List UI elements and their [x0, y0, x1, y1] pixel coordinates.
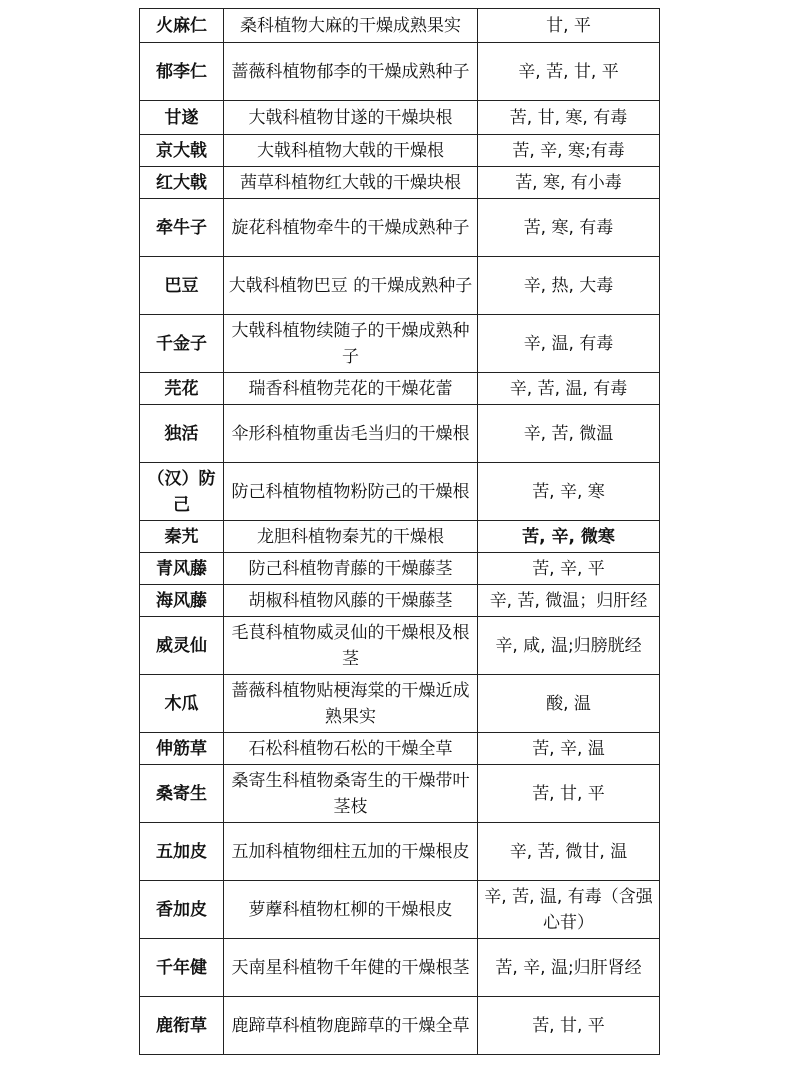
herb-source-cell: 毛茛科植物威灵仙的干燥根及根茎	[224, 617, 478, 675]
table-row	[140, 585, 660, 617]
herb-property-cell: 苦, 寒, 有小毒	[478, 167, 660, 199]
herb-source-cell: 桑科植物大麻的干燥成熟果实	[224, 9, 478, 43]
herb-table	[139, 8, 660, 1055]
herb-source-cell: 鹿蹄草科植物鹿蹄草的干燥全草	[224, 997, 478, 1055]
herb-source-cell: 蔷薇科植物贴梗海棠的干燥近成熟果实	[224, 675, 478, 733]
herb-source-cell: 桑寄生科植物桑寄生的干燥带叶茎枝	[224, 765, 478, 823]
herb-name-cell: 火麻仁	[140, 9, 224, 43]
herb-property-cell: 苦, 甘, 寒, 有毒	[478, 101, 660, 135]
herb-property-cell: 辛, 苦, 微温；归肝经	[478, 585, 660, 617]
table-row	[140, 521, 660, 553]
herb-name-cell: 鹿衔草	[140, 997, 224, 1055]
herb-property-cell: 辛, 苦, 温, 有毒（含强心苷）	[478, 881, 660, 939]
table-row	[140, 167, 660, 199]
table-row	[140, 823, 660, 881]
herb-property-cell: 苦, 辛, 温	[478, 733, 660, 765]
herb-name-cell: 威灵仙	[140, 617, 224, 675]
herb-source-cell: 天南星科植物千年健的干燥根茎	[224, 939, 478, 997]
herb-name-cell: （汉）防己	[140, 463, 224, 521]
herb-name-cell: 海风藤	[140, 585, 224, 617]
table-row	[140, 733, 660, 765]
herb-name-cell: 秦艽	[140, 521, 224, 553]
herb-source-cell: 防己科植物青藤的干燥藤茎	[224, 553, 478, 585]
table-row	[140, 405, 660, 463]
table-row	[140, 939, 660, 997]
table-row	[140, 463, 660, 521]
herb-property-cell: 酸, 温	[478, 675, 660, 733]
table-row	[140, 101, 660, 135]
herb-source-cell: 石松科植物石松的干燥全草	[224, 733, 478, 765]
herb-property-cell: 苦, 甘, 平	[478, 765, 660, 823]
herb-name-cell: 牵牛子	[140, 199, 224, 257]
herb-property-cell: 辛, 咸, 温;归膀胱经	[478, 617, 660, 675]
herb-name-cell: 香加皮	[140, 881, 224, 939]
herb-source-cell: 大戟科植物巴豆 的干燥成熟种子	[224, 257, 478, 315]
herb-property-cell: 辛, 苦, 微温	[478, 405, 660, 463]
herb-name-cell: 五加皮	[140, 823, 224, 881]
herb-property-cell: 辛, 热, 大毒	[478, 257, 660, 315]
table-row	[140, 373, 660, 405]
herb-name-cell: 郁李仁	[140, 43, 224, 101]
herb-name-cell: 甘遂	[140, 101, 224, 135]
herb-source-cell: 萝藦科植物杠柳的干燥根皮	[224, 881, 478, 939]
herb-name-cell: 木瓜	[140, 675, 224, 733]
herb-property-cell: 苦, 甘, 平	[478, 997, 660, 1055]
herb-source-cell: 伞形科植物重齿毛当归的干燥根	[224, 405, 478, 463]
herb-property-cell: 辛, 温, 有毒	[478, 315, 660, 373]
table-row	[140, 257, 660, 315]
herb-name-cell: 红大戟	[140, 167, 224, 199]
herb-property-cell: 苦, 辛, 平	[478, 553, 660, 585]
herb-property-cell: 辛, 苦, 甘, 平	[478, 43, 660, 101]
herb-source-cell: 大戟科植物续随子的干燥成熟种子	[224, 315, 478, 373]
herb-property-cell: 苦, 寒, 有毒	[478, 199, 660, 257]
herb-property-cell: 辛, 苦, 微甘, 温	[478, 823, 660, 881]
herb-name-cell: 伸筋草	[140, 733, 224, 765]
table-row	[140, 675, 660, 733]
table-row	[140, 9, 660, 43]
table-row	[140, 43, 660, 101]
herb-source-cell: 大戟科植物大戟的干燥根	[224, 135, 478, 167]
herb-source-cell: 大戟科植物甘遂的干燥块根	[224, 101, 478, 135]
herb-name-cell: 千金子	[140, 315, 224, 373]
herb-name-cell: 独活	[140, 405, 224, 463]
herb-property-cell: 苦, 辛, 寒	[478, 463, 660, 521]
herb-name-cell: 芫花	[140, 373, 224, 405]
herb-source-cell: 胡椒科植物风藤的干燥藤茎	[224, 585, 478, 617]
herb-source-cell: 旋花科植物牵牛的干燥成熟种子	[224, 199, 478, 257]
herb-name-cell: 京大戟	[140, 135, 224, 167]
herb-property-cell: 苦, 辛, 微寒	[478, 521, 660, 553]
table-row	[140, 553, 660, 585]
herb-source-cell: 茜草科植物红大戟的干燥块根	[224, 167, 478, 199]
herb-name-cell: 巴豆	[140, 257, 224, 315]
herb-name-cell: 青风藤	[140, 553, 224, 585]
herb-source-cell: 蔷薇科植物郁李的干燥成熟种子	[224, 43, 478, 101]
table-row	[140, 881, 660, 939]
herb-name-cell: 千年健	[140, 939, 224, 997]
herb-table-body	[140, 9, 660, 1055]
herb-source-cell: 龙胆科植物秦艽的干燥根	[224, 521, 478, 553]
table-row	[140, 315, 660, 373]
table-row	[140, 617, 660, 675]
herb-source-cell: 五加科植物细柱五加的干燥根皮	[224, 823, 478, 881]
table-row	[140, 997, 660, 1055]
table-row	[140, 199, 660, 257]
herb-property-cell: 辛, 苦, 温, 有毒	[478, 373, 660, 405]
herb-property-cell: 甘, 平	[478, 9, 660, 43]
herb-source-cell: 瑞香科植物芫花的干燥花蕾	[224, 373, 478, 405]
herb-property-cell: 苦, 辛, 寒;有毒	[478, 135, 660, 167]
table-row	[140, 765, 660, 823]
herb-source-cell: 防己科植物植物粉防己的干燥根	[224, 463, 478, 521]
herb-name-cell: 桑寄生	[140, 765, 224, 823]
table-row	[140, 135, 660, 167]
herb-property-cell: 苦, 辛, 温;归肝肾经	[478, 939, 660, 997]
